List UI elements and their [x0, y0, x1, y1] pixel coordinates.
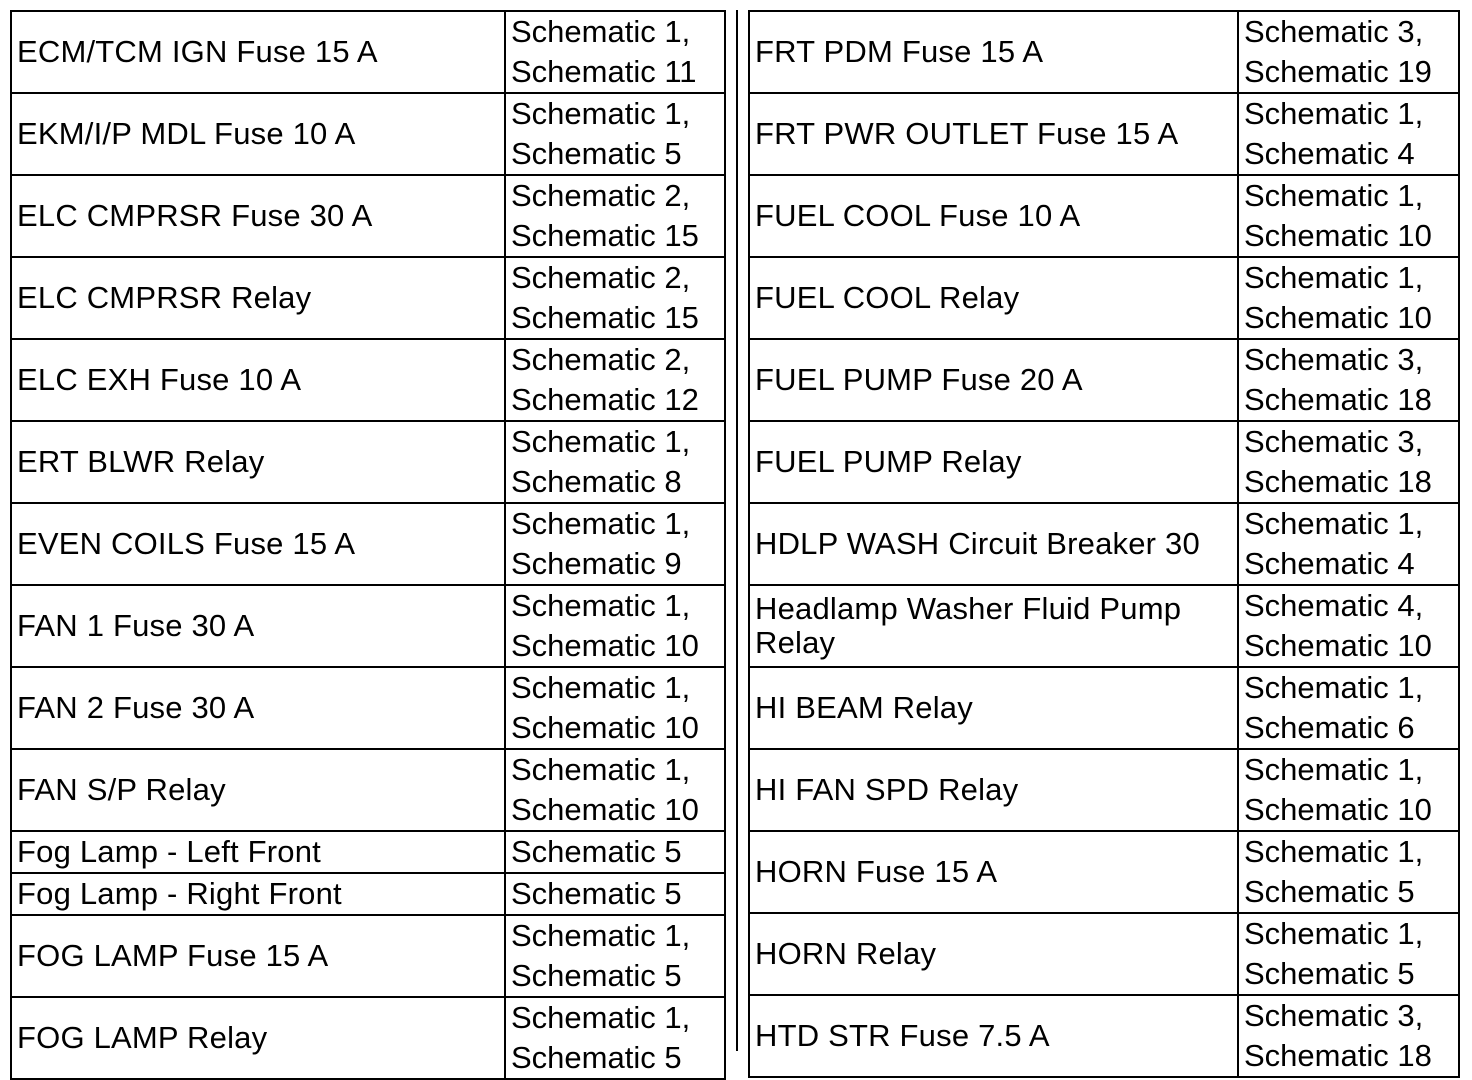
- component-name: ELC CMPRSR Fuse 30 A: [11, 175, 505, 257]
- schematic-reference: [1238, 93, 1459, 175]
- schematic-ref-line: Schematic 1,: [511, 918, 691, 953]
- schematic-ref-line: Schematic 1,: [1244, 752, 1424, 787]
- component-name: FUEL COOL Relay: [749, 257, 1238, 339]
- schematic-reference: [1238, 831, 1459, 913]
- schematic-ref-line: Schematic 5: [1244, 956, 1415, 991]
- schematic-ref-line: Schematic 1,: [511, 1000, 691, 1035]
- schematic-ref-line: Schematic 4: [1244, 546, 1415, 581]
- component-name: HI FAN SPD Relay: [749, 749, 1238, 831]
- schematic-ref-line: Schematic 10: [1244, 218, 1432, 253]
- schematic-ref-line: Schematic 2,: [511, 178, 691, 213]
- schematic-ref-line: Schematic 1,: [1244, 178, 1424, 213]
- table-row: [749, 421, 1459, 503]
- column-divider: [736, 10, 738, 1051]
- schematic-reference: [505, 93, 725, 175]
- schematic-reference: [1238, 503, 1459, 585]
- table-row: [11, 585, 725, 667]
- table-row: [11, 175, 725, 257]
- component-name: Fog Lamp - Left Front: [11, 831, 505, 873]
- schematic-ref-line: Schematic 1,: [1244, 916, 1424, 951]
- schematic-reference: [505, 831, 725, 873]
- table-row: [749, 749, 1459, 831]
- schematic-reference: [505, 873, 725, 915]
- schematic-reference: [505, 339, 725, 421]
- component-name: ERT BLWR Relay: [11, 421, 505, 503]
- component-name: EVEN COILS Fuse 15 A: [11, 503, 505, 585]
- schematic-ref-line: Schematic 3,: [1244, 342, 1424, 377]
- schematic-ref-line: Schematic 1,: [511, 506, 691, 541]
- component-name: FUEL PUMP Relay: [749, 421, 1238, 503]
- component-name: ELC EXH Fuse 10 A: [11, 339, 505, 421]
- table-row: [11, 257, 725, 339]
- component-name: Headlamp Washer Fluid Pump Relay: [749, 585, 1238, 667]
- table-row: [749, 11, 1459, 93]
- schematic-ref-line: Schematic 2,: [511, 260, 691, 295]
- schematic-ref-line: Schematic 4: [1244, 136, 1415, 171]
- table-row: [11, 667, 725, 749]
- schematic-ref-line: Schematic 1,: [1244, 260, 1424, 295]
- table-row: [11, 11, 725, 93]
- schematic-reference: [505, 749, 725, 831]
- schematic-ref-line: Schematic 2,: [511, 342, 691, 377]
- schematic-ref-line: Schematic 5: [511, 1040, 682, 1075]
- schematic-ref-line: Schematic 1,: [511, 670, 691, 705]
- schematic-ref-line: Schematic 1,: [1244, 506, 1424, 541]
- schematic-ref-line: Schematic 5: [511, 834, 682, 869]
- component-name: HORN Fuse 15 A: [749, 831, 1238, 913]
- table-row: [749, 831, 1459, 913]
- schematic-reference: [505, 585, 725, 667]
- table-row: [749, 585, 1459, 667]
- schematic-reference: [1238, 913, 1459, 995]
- schematic-ref-line: Schematic 10: [1244, 300, 1432, 335]
- schematic-ref-line: Schematic 15: [511, 300, 699, 335]
- table-row: [749, 339, 1459, 421]
- schematic-ref-line: Schematic 11: [511, 54, 697, 89]
- table-row: [749, 175, 1459, 257]
- schematic-reference: [1238, 257, 1459, 339]
- component-name: FAN 2 Fuse 30 A: [11, 667, 505, 749]
- component-name: FRT PDM Fuse 15 A: [749, 11, 1238, 93]
- schematic-ref-line: Schematic 4,: [1244, 588, 1424, 623]
- schematic-reference: [505, 503, 725, 585]
- component-name: FOG LAMP Relay: [11, 997, 505, 1079]
- schematic-reference: [505, 257, 725, 339]
- schematic-ref-line: Schematic 5: [511, 958, 682, 993]
- component-name: HTD STR Fuse 7.5 A: [749, 995, 1238, 1077]
- component-name: FAN 1 Fuse 30 A: [11, 585, 505, 667]
- table-row: [11, 915, 725, 997]
- schematic-ref-line: Schematic 5: [1244, 874, 1415, 909]
- schematic-reference: [1238, 11, 1459, 93]
- component-name: ELC CMPRSR Relay: [11, 257, 505, 339]
- schematic-ref-line: Schematic 1,: [511, 96, 691, 131]
- schematic-ref-line: Schematic 3,: [1244, 998, 1424, 1033]
- table-row: [749, 503, 1459, 585]
- schematic-reference: [505, 175, 725, 257]
- table-row: [11, 997, 725, 1079]
- schematic-ref-line: Schematic 12: [511, 382, 699, 417]
- schematic-reference: [505, 667, 725, 749]
- table-row: [11, 873, 725, 915]
- table-row: [749, 93, 1459, 175]
- table-row: [11, 831, 725, 873]
- schematic-ref-line: Schematic 8: [511, 464, 682, 499]
- schematic-ref-line: Schematic 1,: [511, 14, 691, 49]
- schematic-ref-line: Schematic 3,: [1244, 14, 1424, 49]
- schematic-ref-line: Schematic 10: [511, 792, 699, 827]
- schematic-ref-line: Schematic 10: [1244, 628, 1432, 663]
- schematic-reference: [1238, 995, 1459, 1077]
- schematic-ref-line: Schematic 18: [1244, 1038, 1432, 1073]
- table-row: [749, 257, 1459, 339]
- schematic-reference: [505, 11, 725, 93]
- left-index-table: [10, 10, 726, 1080]
- schematic-reference: [1238, 339, 1459, 421]
- table-row: [749, 995, 1459, 1077]
- component-name: FUEL COOL Fuse 10 A: [749, 175, 1238, 257]
- schematic-ref-line: Schematic 18: [1244, 382, 1432, 417]
- schematic-reference: [505, 915, 725, 997]
- table-row: [11, 421, 725, 503]
- component-name: FUEL PUMP Fuse 20 A: [749, 339, 1238, 421]
- table-row: [11, 339, 725, 421]
- table-row: [749, 667, 1459, 749]
- table-row: [749, 913, 1459, 995]
- component-name: FAN S/P Relay: [11, 749, 505, 831]
- schematic-reference: [505, 421, 725, 503]
- component-name: FRT PWR OUTLET Fuse 15 A: [749, 93, 1238, 175]
- schematic-ref-line: Schematic 5: [511, 876, 682, 911]
- schematic-ref-line: Schematic 5: [511, 136, 682, 171]
- component-name: HI BEAM Relay: [749, 667, 1238, 749]
- schematic-ref-line: Schematic 1,: [511, 424, 691, 459]
- schematic-ref-line: Schematic 9: [511, 546, 682, 581]
- schematic-ref-line: Schematic 1,: [1244, 834, 1424, 869]
- schematic-reference: [1238, 585, 1459, 667]
- schematic-ref-line: Schematic 10: [511, 710, 699, 745]
- schematic-ref-line: Schematic 1,: [511, 752, 691, 787]
- component-name: FOG LAMP Fuse 15 A: [11, 915, 505, 997]
- schematic-ref-line: Schematic 1,: [511, 588, 691, 623]
- schematic-reference: [505, 997, 725, 1079]
- table-row: [11, 503, 725, 585]
- table-row: [11, 749, 725, 831]
- schematic-ref-line: Schematic 1,: [1244, 96, 1424, 131]
- schematic-ref-line: Schematic 15: [511, 218, 699, 253]
- schematic-reference: [1238, 667, 1459, 749]
- schematic-ref-line: Schematic 10: [1244, 792, 1432, 827]
- right-index-table: [748, 10, 1460, 1078]
- component-name: ECM/TCM IGN Fuse 15 A: [11, 11, 505, 93]
- component-name: HORN Relay: [749, 913, 1238, 995]
- component-name: EKM/I/P MDL Fuse 10 A: [11, 93, 505, 175]
- schematic-ref-line: Schematic 19: [1244, 54, 1432, 89]
- schematic-ref-line: Schematic 18: [1244, 464, 1432, 499]
- schematic-reference: [1238, 421, 1459, 503]
- schematic-ref-line: Schematic 3,: [1244, 424, 1424, 459]
- component-name: HDLP WASH Circuit Breaker 30: [749, 503, 1238, 585]
- component-name: Fog Lamp - Right Front: [11, 873, 505, 915]
- schematic-ref-line: Schematic 6: [1244, 710, 1415, 745]
- schematic-reference: [1238, 175, 1459, 257]
- table-row: [11, 93, 725, 175]
- schematic-ref-line: Schematic 10: [511, 628, 699, 663]
- schematic-reference: [1238, 749, 1459, 831]
- schematic-ref-line: Schematic 1,: [1244, 670, 1424, 705]
